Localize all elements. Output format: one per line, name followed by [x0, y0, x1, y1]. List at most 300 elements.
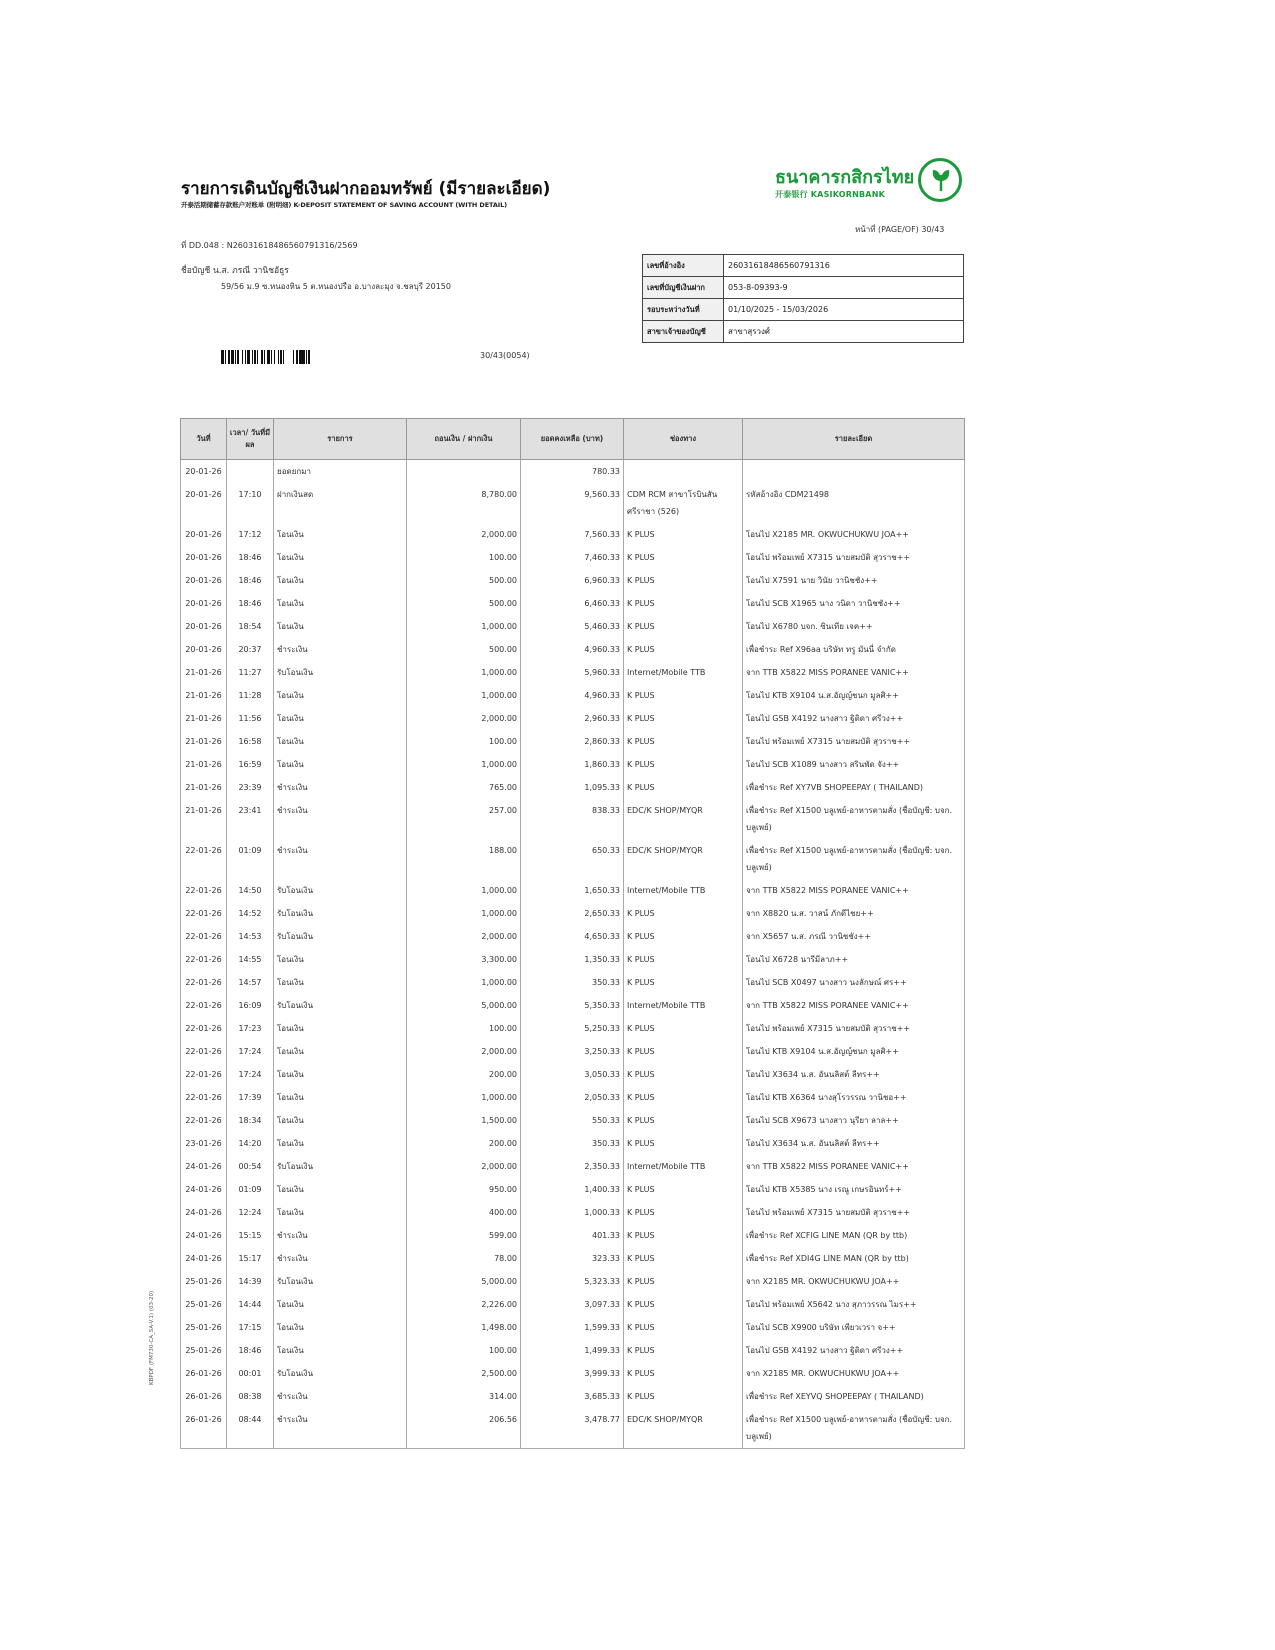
txn-date: 26-01-26: [181, 1362, 227, 1385]
txn-detail: เพื่อชำระ Ref XDI4G LINE MAN (QR by ttb): [743, 1247, 965, 1270]
txn-detail: โอนไป SCB X1965 นาง วนิดา วานิชชัง++: [743, 592, 965, 615]
account-address: 59/56 ม.9 ซ.หนองหิน 5 ต.หนองปรือ อ.บางละมุง จ.ชลบุรี 20150: [221, 282, 451, 291]
info-value: สาขาสุรวงศ์: [724, 321, 964, 343]
txn-channel: K PLUS: [624, 1132, 743, 1155]
txn-channel: EDC/K SHOP/MYQR: [624, 799, 743, 839]
txn-detail: โอนไป KTB X5385 นาง เรณู เกษรอินทร์++: [743, 1178, 965, 1201]
table-header-row: [181, 419, 965, 460]
txn-time: 01:09: [227, 839, 274, 879]
txn-channel: K PLUS: [624, 638, 743, 661]
table-row: [181, 1109, 965, 1132]
txn-time: 15:17: [227, 1247, 274, 1270]
txn-type: รับโอนเงิน: [274, 661, 407, 684]
txn-date: 21-01-26: [181, 684, 227, 707]
txn-date: 22-01-26: [181, 925, 227, 948]
txn-date: 20-01-26: [181, 460, 227, 484]
txn-amount: 200.00: [407, 1132, 521, 1155]
txn-date: 25-01-26: [181, 1270, 227, 1293]
txn-amount: 2,000.00: [407, 1155, 521, 1178]
txn-balance: 650.33: [521, 839, 624, 879]
txn-date: 20-01-26: [181, 569, 227, 592]
table-row: [181, 1316, 965, 1339]
txn-detail: จาก TTB X5822 MISS PORANEE VANIC++: [743, 879, 965, 902]
txn-date: 25-01-26: [181, 1339, 227, 1362]
txn-channel: K PLUS: [624, 523, 743, 546]
txn-type: ชำระเงิน: [274, 799, 407, 839]
table-row: [181, 799, 965, 839]
txn-detail: โอนไป พร้อมเพย์ X7315 นายสมบัติ สุวราช++: [743, 1017, 965, 1040]
table-row: [181, 483, 965, 523]
txn-time: 17:12: [227, 523, 274, 546]
txn-balance: 3,478.77: [521, 1408, 624, 1449]
txn-balance: 5,350.33: [521, 994, 624, 1017]
txn-date: 20-01-26: [181, 483, 227, 523]
txn-type: โอนเงิน: [274, 1178, 407, 1201]
txn-type: ชำระเงิน: [274, 839, 407, 879]
txn-channel: K PLUS: [624, 1178, 743, 1201]
table-row: [181, 1132, 965, 1155]
txn-detail: โอนไป X2185 MR. OKWUCHUKWU JOA++: [743, 523, 965, 546]
txn-detail: โอนไป SCB X0497 นางสาว นงลักษณ์ ศร++: [743, 971, 965, 994]
txn-amount: 500.00: [407, 569, 521, 592]
txn-channel: K PLUS: [624, 971, 743, 994]
txn-amount: 8,780.00: [407, 483, 521, 523]
txn-channel: K PLUS: [624, 925, 743, 948]
txn-amount: 100.00: [407, 1017, 521, 1040]
column-header: รายละเอียด: [743, 419, 965, 460]
table-row: [181, 1086, 965, 1109]
txn-channel: K PLUS: [624, 1247, 743, 1270]
txn-detail: โอนไป KTB X9104 น.ส.อัญญ์ชนก มูลศิ++: [743, 684, 965, 707]
txn-detail: โอนไป X6780 บจก. ซินเทีย เจค++: [743, 615, 965, 638]
txn-amount: 500.00: [407, 592, 521, 615]
table-row: [181, 460, 965, 484]
txn-type: ชำระเงิน: [274, 1224, 407, 1247]
txn-balance: 7,560.33: [521, 523, 624, 546]
txn-date: 20-01-26: [181, 523, 227, 546]
txn-detail: โอนไป พร้อมเพย์ X7315 นายสมบัติ สุวราช++: [743, 1201, 965, 1224]
table-row: [181, 753, 965, 776]
txn-amount: 200.00: [407, 1063, 521, 1086]
txn-type: โอนเงิน: [274, 523, 407, 546]
table-row: [181, 707, 965, 730]
txn-channel: K PLUS: [624, 902, 743, 925]
barcode: [221, 350, 381, 364]
txn-type: รับโอนเงิน: [274, 1362, 407, 1385]
txn-time: 17:15: [227, 1316, 274, 1339]
txn-type: รับโอนเงิน: [274, 1155, 407, 1178]
info-label: รอบระหว่างวันที่: [643, 299, 724, 321]
txn-balance: 5,960.33: [521, 661, 624, 684]
info-value: 053-8-09393-9: [724, 277, 964, 299]
txn-balance: 5,323.33: [521, 1270, 624, 1293]
txn-detail: โอนไป GSB X4192 นางสาว ฐิติดา ศรีวง++: [743, 707, 965, 730]
txn-date: 26-01-26: [181, 1385, 227, 1408]
txn-balance: 550.33: [521, 1109, 624, 1132]
txn-time: 17:10: [227, 483, 274, 523]
txn-detail: เพื่อชำระ Ref XY7VB SHOPEEPAY ( THAILAND): [743, 776, 965, 799]
form-code: KBPDF (FM730-CA_SA-V.1) (03-20): [149, 1290, 155, 1385]
txn-date: 22-01-26: [181, 1086, 227, 1109]
info-label: เลขที่อ้างอิง: [643, 255, 724, 277]
txn-detail: โอนไป X3634 น.ส. อันนลิสต์ ลีทร++: [743, 1132, 965, 1155]
txn-type: โอนเงิน: [274, 1201, 407, 1224]
txn-time: 18:46: [227, 1339, 274, 1362]
txn-balance: 2,050.33: [521, 1086, 624, 1109]
txn-balance: 401.33: [521, 1224, 624, 1247]
txn-type: โอนเงิน: [274, 707, 407, 730]
txn-amount: 100.00: [407, 546, 521, 569]
txn-detail: เพื่อชำระ Ref X1500 บลูเพย์-อาหารตามสั่ง (ชื่อบัญชี: บจก. บลูเพย์): [743, 839, 965, 879]
txn-amount: 5,000.00: [407, 994, 521, 1017]
txn-date: 21-01-26: [181, 753, 227, 776]
txn-type: โอนเงิน: [274, 1132, 407, 1155]
txn-channel: K PLUS: [624, 753, 743, 776]
txn-type: โอนเงิน: [274, 546, 407, 569]
txn-balance: 3,097.33: [521, 1293, 624, 1316]
txn-amount: 1,000.00: [407, 879, 521, 902]
txn-channel: K PLUS: [624, 1109, 743, 1132]
txn-channel: K PLUS: [624, 1385, 743, 1408]
txn-type: ยอดยกมา: [274, 460, 407, 484]
txn-date: 25-01-26: [181, 1293, 227, 1316]
info-row: [643, 299, 964, 321]
txn-date: 20-01-26: [181, 615, 227, 638]
txn-type: โอนเงิน: [274, 1109, 407, 1132]
table-row: [181, 730, 965, 753]
txn-amount: [407, 460, 521, 484]
txn-channel: K PLUS: [624, 948, 743, 971]
txn-balance: 3,250.33: [521, 1040, 624, 1063]
txn-time: 12:24: [227, 1201, 274, 1224]
txn-type: รับโอนเงิน: [274, 994, 407, 1017]
txn-detail: จาก TTB X5822 MISS PORANEE VANIC++: [743, 994, 965, 1017]
txn-time: 01:09: [227, 1178, 274, 1201]
table-row: [181, 776, 965, 799]
txn-time: 16:09: [227, 994, 274, 1017]
txn-time: 00:01: [227, 1362, 274, 1385]
txn-time: 00:54: [227, 1155, 274, 1178]
table-row: [181, 925, 965, 948]
txn-amount: 1,000.00: [407, 684, 521, 707]
txn-amount: 257.00: [407, 799, 521, 839]
txn-time: 18:34: [227, 1109, 274, 1132]
txn-detail: โอนไป พร้อมเพย์ X5642 นาง สุภาวรรณ ไมร++: [743, 1293, 965, 1316]
txn-date: 20-01-26: [181, 546, 227, 569]
txn-time: [227, 460, 274, 484]
txn-balance: 3,685.33: [521, 1385, 624, 1408]
txn-balance: 1,860.33: [521, 753, 624, 776]
txn-channel: K PLUS: [624, 1293, 743, 1316]
txn-date: 22-01-26: [181, 948, 227, 971]
txn-detail: โอนไป SCB X9673 นางสาว นุรียา ลาล++: [743, 1109, 965, 1132]
txn-amount: 500.00: [407, 638, 521, 661]
txn-amount: 1,000.00: [407, 615, 521, 638]
txn-type: โอนเงิน: [274, 1040, 407, 1063]
table-row: [181, 1270, 965, 1293]
table-row: [181, 1293, 965, 1316]
txn-amount: 400.00: [407, 1201, 521, 1224]
txn-time: 17:39: [227, 1086, 274, 1109]
txn-date: 21-01-26: [181, 776, 227, 799]
txn-time: 18:46: [227, 569, 274, 592]
txn-channel: K PLUS: [624, 592, 743, 615]
info-row: [643, 255, 964, 277]
txn-type: โอนเงิน: [274, 730, 407, 753]
txn-amount: 3,300.00: [407, 948, 521, 971]
txn-type: โอนเงิน: [274, 1017, 407, 1040]
txn-date: 22-01-26: [181, 839, 227, 879]
txn-detail: โอนไป X7591 นาย วินัย วานิชชัง++: [743, 569, 965, 592]
txn-amount: 2,000.00: [407, 1040, 521, 1063]
txn-amount: 765.00: [407, 776, 521, 799]
txn-channel: [624, 460, 743, 484]
txn-amount: 188.00: [407, 839, 521, 879]
txn-channel: K PLUS: [624, 684, 743, 707]
page-number: หน้าที่ (PAGE/OF) 30/43: [855, 225, 945, 234]
txn-channel: K PLUS: [624, 1063, 743, 1086]
txn-balance: 2,650.33: [521, 902, 624, 925]
txn-amount: 206.56: [407, 1408, 521, 1449]
txn-channel: EDC/K SHOP/MYQR: [624, 1408, 743, 1449]
txn-date: 24-01-26: [181, 1224, 227, 1247]
txn-type: ชำระเงิน: [274, 1408, 407, 1449]
txn-type: โอนเงิน: [274, 1086, 407, 1109]
txn-balance: 3,999.33: [521, 1362, 624, 1385]
table-row: [181, 1385, 965, 1408]
table-row: [181, 1201, 965, 1224]
txn-date: 25-01-26: [181, 1316, 227, 1339]
table-row: [181, 615, 965, 638]
table-row: [181, 1247, 965, 1270]
column-header: เวลา/ วันที่มีผล: [227, 419, 274, 460]
txn-balance: 838.33: [521, 799, 624, 839]
barcode-number: 30/43(0054): [480, 351, 530, 360]
txn-detail: โอนไป SCB X1089 นางสาว สรินพัด จัง++: [743, 753, 965, 776]
txn-type: โอนเงิน: [274, 569, 407, 592]
table-row: [181, 994, 965, 1017]
txn-time: 18:46: [227, 592, 274, 615]
column-header: ช่องทาง: [624, 419, 743, 460]
txn-detail: โอนไป X6728 นารีมีลาภ++: [743, 948, 965, 971]
info-row: [643, 277, 964, 299]
txn-channel: K PLUS: [624, 1040, 743, 1063]
table-row: [181, 1178, 965, 1201]
txn-channel: K PLUS: [624, 776, 743, 799]
txn-detail: จาก X5657 น.ส. ภรณี วานิชชัง++: [743, 925, 965, 948]
info-row: [643, 321, 964, 343]
info-value: 26031618486560791316: [724, 255, 964, 277]
txn-amount: 599.00: [407, 1224, 521, 1247]
txn-detail: รหัสอ้างอิง CDM21498: [743, 483, 965, 523]
statement-subtitle: 开泰活期储蓄存款账户对账单 (附明细) K-DEPOSIT STATEMENT OF SAVING ACCOUNT (WITH DETAIL): [181, 201, 508, 209]
info-label: สาขาเจ้าของบัญชี: [643, 321, 724, 343]
txn-amount: 2,226.00: [407, 1293, 521, 1316]
txn-channel: K PLUS: [624, 1339, 743, 1362]
table-row: [181, 661, 965, 684]
txn-time: 14:20: [227, 1132, 274, 1155]
txn-detail: โอนไป พร้อมเพย์ X7315 นายสมบัติ สุวราช++: [743, 730, 965, 753]
txn-date: 23-01-26: [181, 1132, 227, 1155]
txn-date: 22-01-26: [181, 994, 227, 1017]
txn-amount: 100.00: [407, 1339, 521, 1362]
txn-date: 20-01-26: [181, 638, 227, 661]
txn-time: 17:24: [227, 1063, 274, 1086]
txn-time: 14:53: [227, 925, 274, 948]
account-info-box: [642, 254, 964, 343]
txn-channel: K PLUS: [624, 1362, 743, 1385]
txn-detail: โอนไป GSB X4192 นางสาว ฐิติดา ศรีวง++: [743, 1339, 965, 1362]
txn-time: 23:41: [227, 799, 274, 839]
txn-time: 16:58: [227, 730, 274, 753]
txn-channel: K PLUS: [624, 730, 743, 753]
txn-detail: จาก X2185 MR. OKWUCHUKWU JOA++: [743, 1270, 965, 1293]
table-row: [181, 684, 965, 707]
txn-time: 18:46: [227, 546, 274, 569]
table-row: [181, 1408, 965, 1449]
txn-date: 22-01-26: [181, 902, 227, 925]
txn-detail: จาก TTB X5822 MISS PORANEE VANIC++: [743, 661, 965, 684]
table-row: [181, 1040, 965, 1063]
table-row: [181, 546, 965, 569]
txn-balance: 1,400.33: [521, 1178, 624, 1201]
txn-amount: 2,000.00: [407, 925, 521, 948]
txn-amount: 950.00: [407, 1178, 521, 1201]
txn-type: โอนเงิน: [274, 592, 407, 615]
txn-amount: 100.00: [407, 730, 521, 753]
column-header: ยอดคงเหลือ (บาท): [521, 419, 624, 460]
txn-detail: โอนไป พร้อมเพย์ X7315 นายสมบัติ สุวราช++: [743, 546, 965, 569]
txn-detail: เพื่อชำระ Ref XCFIG LINE MAN (QR by ttb): [743, 1224, 965, 1247]
txn-detail: เพื่อชำระ Ref X1500 บลูเพย์-อาหารตามสั่ง (ชื่อบัญชี: บจก. บลูเพย์): [743, 1408, 965, 1449]
txn-channel: Internet/Mobile TTB: [624, 994, 743, 1017]
txn-type: รับโอนเงิน: [274, 925, 407, 948]
txn-balance: 350.33: [521, 971, 624, 994]
txn-type: โอนเงิน: [274, 1063, 407, 1086]
txn-time: 15:15: [227, 1224, 274, 1247]
txn-time: 23:39: [227, 776, 274, 799]
txn-balance: 1,095.33: [521, 776, 624, 799]
txn-type: รับโอนเงิน: [274, 902, 407, 925]
txn-date: 24-01-26: [181, 1155, 227, 1178]
column-header: วันที่: [181, 419, 227, 460]
txn-balance: 1,599.33: [521, 1316, 624, 1339]
table-row: [181, 592, 965, 615]
txn-amount: 2,000.00: [407, 523, 521, 546]
txn-type: โอนเงิน: [274, 971, 407, 994]
txn-channel: K PLUS: [624, 1224, 743, 1247]
txn-channel: K PLUS: [624, 1316, 743, 1339]
txn-balance: 6,460.33: [521, 592, 624, 615]
table-row: [181, 569, 965, 592]
txn-balance: 4,960.33: [521, 638, 624, 661]
txn-type: รับโอนเงิน: [274, 879, 407, 902]
txn-channel: CDM RCM สาขาโรบินสัน ศรีราชา (526): [624, 483, 743, 523]
txn-time: 20:37: [227, 638, 274, 661]
txn-amount: 78.00: [407, 1247, 521, 1270]
table-row: [181, 1339, 965, 1362]
txn-detail: โอนไป SCB X9900 บริษัท เพียวเวรา จ++: [743, 1316, 965, 1339]
txn-balance: 7,460.33: [521, 546, 624, 569]
txn-date: 22-01-26: [181, 1063, 227, 1086]
txn-balance: 780.33: [521, 460, 624, 484]
txn-channel: K PLUS: [624, 569, 743, 592]
info-label: เลขที่บัญชีเงินฝาก: [643, 277, 724, 299]
bank-logo: [775, 160, 965, 210]
column-header: ถอนเงิน / ฝากเงิน: [407, 419, 521, 460]
txn-date: 21-01-26: [181, 707, 227, 730]
txn-date: 24-01-26: [181, 1201, 227, 1224]
txn-balance: 3,050.33: [521, 1063, 624, 1086]
statement-title: รายการเดินบัญชีเงินฝากออมทรัพย์ (มีรายละเอียด): [181, 179, 551, 199]
txn-date: 24-01-26: [181, 1247, 227, 1270]
txn-type: ชำระเงิน: [274, 1385, 407, 1408]
txn-amount: 5,000.00: [407, 1270, 521, 1293]
txn-type: ชำระเงิน: [274, 638, 407, 661]
info-value: 01/10/2025 - 15/03/2026: [724, 299, 964, 321]
txn-balance: 5,460.33: [521, 615, 624, 638]
txn-time: 11:56: [227, 707, 274, 730]
table-row: [181, 839, 965, 879]
txn-date: 22-01-26: [181, 1017, 227, 1040]
txn-amount: 2,000.00: [407, 707, 521, 730]
txn-balance: 9,560.33: [521, 483, 624, 523]
txn-channel: K PLUS: [624, 546, 743, 569]
txn-amount: 1,498.00: [407, 1316, 521, 1339]
txn-date: 20-01-26: [181, 592, 227, 615]
txn-time: 14:57: [227, 971, 274, 994]
txn-channel: K PLUS: [624, 615, 743, 638]
txn-channel: EDC/K SHOP/MYQR: [624, 839, 743, 879]
txn-time: 08:44: [227, 1408, 274, 1449]
txn-type: โอนเงิน: [274, 1293, 407, 1316]
txn-amount: 1,000.00: [407, 753, 521, 776]
barcode-bar: [284, 350, 293, 364]
txn-detail: จาก X2185 MR. OKWUCHUKWU JOA++: [743, 1362, 965, 1385]
table-row: [181, 1155, 965, 1178]
txn-detail: เพื่อชำระ Ref X1500 บลูเพย์-อาหารตามสั่ง (ชื่อบัญชี: บจก. บลูเพย์): [743, 799, 965, 839]
txn-detail: จาก TTB X5822 MISS PORANEE VANIC++: [743, 1155, 965, 1178]
barcode-bar: [308, 350, 310, 364]
table-row: [181, 1224, 965, 1247]
txn-detail: โอนไป X3634 น.ส. อันนลิสต์ ลีทร++: [743, 1063, 965, 1086]
txn-balance: 4,650.33: [521, 925, 624, 948]
txn-time: 14:55: [227, 948, 274, 971]
table-row: [181, 638, 965, 661]
txn-balance: 1,499.33: [521, 1339, 624, 1362]
txn-date: 26-01-26: [181, 1408, 227, 1449]
txn-detail: โอนไป KTB X9104 น.ส.อัญญ์ชนก มูลศิ++: [743, 1040, 965, 1063]
txn-time: 17:24: [227, 1040, 274, 1063]
txn-amount: 1,000.00: [407, 971, 521, 994]
txn-time: 14:52: [227, 902, 274, 925]
txn-date: 24-01-26: [181, 1178, 227, 1201]
txn-balance: 1,650.33: [521, 879, 624, 902]
txn-channel: K PLUS: [624, 1086, 743, 1109]
bank-name-th: ธนาคารกสิกรไทย: [775, 167, 915, 188]
document-number: ที่ DD.048 : N26031618486560791316/2569: [181, 241, 358, 250]
txn-balance: 6,960.33: [521, 569, 624, 592]
table-row: [181, 523, 965, 546]
txn-balance: 2,350.33: [521, 1155, 624, 1178]
txn-balance: 2,960.33: [521, 707, 624, 730]
txn-type: โอนเงิน: [274, 948, 407, 971]
txn-time: 18:54: [227, 615, 274, 638]
txn-time: 14:44: [227, 1293, 274, 1316]
txn-balance: 4,960.33: [521, 684, 624, 707]
txn-type: โอนเงิน: [274, 1339, 407, 1362]
txn-type: ชำระเงิน: [274, 776, 407, 799]
